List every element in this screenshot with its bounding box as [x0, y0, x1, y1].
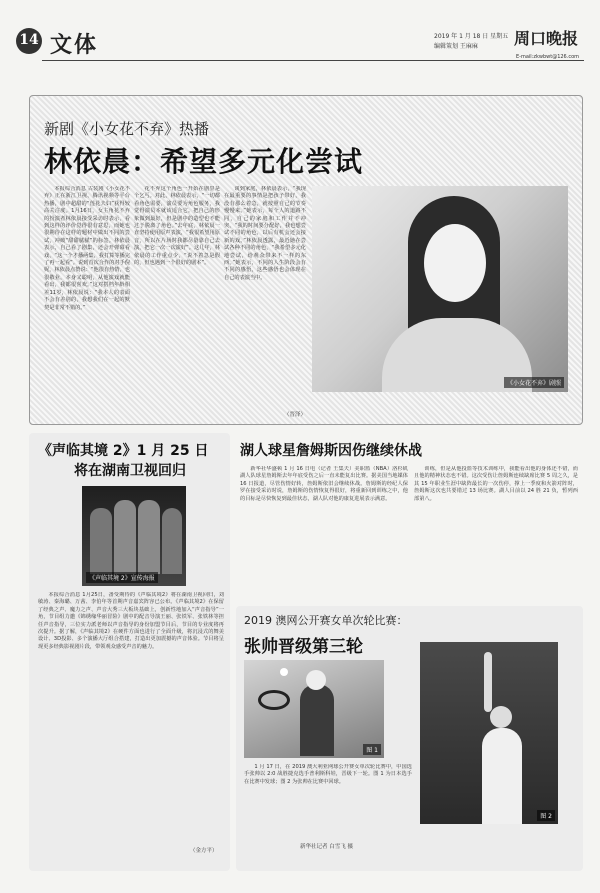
show-headline-2: 将在湖南卫视回归: [74, 463, 186, 479]
player-head-shape: [306, 670, 326, 690]
show-source: （金方平）: [190, 848, 218, 854]
feature-kicker: 新剧《小女花不弃》热播: [44, 120, 210, 138]
tennis-ball-shape: [280, 668, 288, 676]
host-figure-2: [114, 500, 136, 574]
feature-col3-text: 谈到家庭，林依晨表示，“我现在最重要的事情是把孩子带好，我没有那么着急，就按照自己的节奏慢慢来。”她表示，每个人的道路不同，自己的家庭和工作并不冲突，“我的时间要分配好，我也想尝试不同的角色，以后有机会还会接新的戏。”林依晨透露，最近她在尝试各种不同的角色，“我希望多元化地尝试，给观众带来不一样的东西。”她表示，不同的人生阶段会有不同的感悟，这些感悟也会体现在自己的表演当中。: [224, 186, 306, 281]
racket-shape: [258, 690, 290, 710]
host-figure-1: [90, 508, 112, 574]
feature-column-3: [224, 186, 306, 408]
header-rule: [42, 60, 584, 61]
feature-column-2: [134, 186, 220, 422]
section-title: 文体: [50, 32, 99, 58]
feature-headline: 林依晨：希望多元化尝试: [44, 145, 364, 178]
tennis-photo-2: [420, 642, 558, 824]
tennis-photo-1: [244, 660, 384, 758]
issue-date: 2019 年 1 月 18 日 星期五: [434, 33, 509, 40]
feature-col2-text: 花不弃这个角色一开始在剧里是个乞丐。对此，林依晨表示，“一切都看角色需要，演员要为角色服务，我觉得演员本就该适合它。把自己的形象做到最好，但是剧中的造型也不能过于脱离了角色。”去年底，林依晨一直坚持使用原声表演，“我很希望用原音，所以在片场时我都尽量靠自己去演，把它一次一次演好”。这几年，林依晨的工作重点少，“说不着急是假的，但也遇到一个很好的剧本”。: [134, 186, 220, 267]
actress-face-shape: [424, 224, 486, 302]
tennis-photo-1-label: 图 1: [363, 744, 381, 755]
basketball-col1-text: 新华社华盛顿 1 月 16 日电（记者 王集夫）美职篮（NBA）洛杉矶湖人队球星詹姆斯去年年底受伤之后一直未能复出比赛。据美国当地媒体 16 日报道，尽管伤情好转，詹姆斯依旧会继续休战。詹姆斯的经纪人保罗在接受采访时说，詹姆斯的伤情恢复得很好，将重新回到训练之中，他的目标是尽快恢复到最佳状态，湖人队对他的康复进展表示满意。: [240, 466, 408, 502]
page-header: [16, 28, 584, 70]
tennis-headline: 张帅晋级第三轮: [244, 637, 363, 657]
feature-col1-text: 本报综合消息 古装剧《小女花不弃》正在浙江卫视、腾讯视频等平台热播，剧中超甜的“莲花夫妇”获得较高关注度。1月16日，女主角花不弃的扮演者林依晨接受采访时表示，看到这样的评价觉得很有意思，而她也很期待在这样的题材中做出不同的尝试，冲破“甜甜腻腻”的标签。林依晨表示，自己看了剧集，还会开弹幕看戏，“这一个才播两集，我打算等播完了再一起看”。说到首次合作的对手倪妮，林依晨点赞说：“他很有热情，也很敬业，本身又聪明，从他演戏就能看出，我都很喜欢。”这对搭档年龄相差11岁，林依晨说：“我本人的表面不会有差别的，我想我们在一起的默契是非常不错的。”: [44, 186, 130, 311]
player2-head-shape: [490, 706, 512, 728]
player2-arm-shape: [484, 652, 492, 712]
host-figure-4: [162, 508, 182, 574]
basketball-col2-text: 训练，但是从他投篮等技术训练中，我能看出他的身体还不错，而且他的精神状态也不错。这次受伤让詹姆斯连续缺席比赛 5 周之久，是其 15 年职业生涯中缺阵最长的一次伤停，撑上一季度和火箭对阵时，詹姆斯这次也共要错过 13 场比赛。湖人目前以 24 胜 21 负，暂列西部第八。: [414, 466, 578, 502]
show-body: [38, 592, 224, 844]
newspaper-logo: 周口晚报: [514, 29, 579, 48]
basketball-column-1: [240, 466, 408, 596]
page-number: 14: [19, 32, 39, 48]
feature-photo: [312, 186, 568, 392]
tennis-body: [244, 764, 412, 834]
host-figure-3: [138, 500, 160, 574]
feature-column-1: [44, 186, 130, 422]
editor-credit: 编辑策划 王麻麻: [434, 43, 478, 50]
feature-source: （晋泽）: [284, 412, 307, 418]
show-poster: [82, 486, 186, 586]
show-body-text: 本报综合消息 1月25日，备受期待的《声临其境2》将在湖南卫视回归，刘敏涛、秦海璐、万茜、李伯年等首期声音嘉宾阵容已公布。《声临其境2》在保留了经典之声、魔力之声、声音大秀三大板块基础上，创新性地加入“声音指导”一角，节目组力邀《锦绣缘华丽冒险》剧中的配音导演王丽、张铁军、张铁林等担任声音指导，三位实力派老师以声音指导的身份加盟节目后，节目的专业度将再次提升。据了解，《声临其境2》在硬件方面也进行了全面升级，将沉浸式的舞美设计、3D投影、多个演播大厅组合搭建，打造出更加震撼的声音体验。节目将呈现更多经典影视剧片段，带领观众感受声音的魅力。: [38, 592, 224, 650]
contact-email: E-mail:zkwbwt@126.com: [516, 54, 580, 60]
tennis-credit: 新华社记者 白雪飞 摄: [300, 844, 353, 850]
basketball-column-2: [414, 466, 578, 596]
tennis-body-text: 1 月 17 日，在 2019 澳大利亚网球公开赛女单次轮比赛中，中国选手张帅以 2:0 战胜捷克选手普利斯科娃，晋级下一轮。图 1 为日本选手在比赛中发球；图 2 为张帅在比赛中回球。: [244, 764, 412, 785]
player-body-shape: [300, 684, 334, 756]
show-poster-caption: 《声临其境 2》宣传海报: [86, 572, 158, 583]
tennis-kicker: 2019 澳网公开赛女单次轮比赛：: [244, 614, 408, 627]
tennis-photo-2-label: 图 2: [537, 810, 555, 821]
player2-body-shape: [482, 728, 522, 824]
show-headline-1: 《声临其境 2》1 月 25 日: [38, 443, 209, 459]
basketball-headline: 湖人球星詹姆斯因伤继续休战: [240, 443, 422, 459]
feature-photo-caption: 《小女花不弃》剧照: [504, 377, 564, 388]
